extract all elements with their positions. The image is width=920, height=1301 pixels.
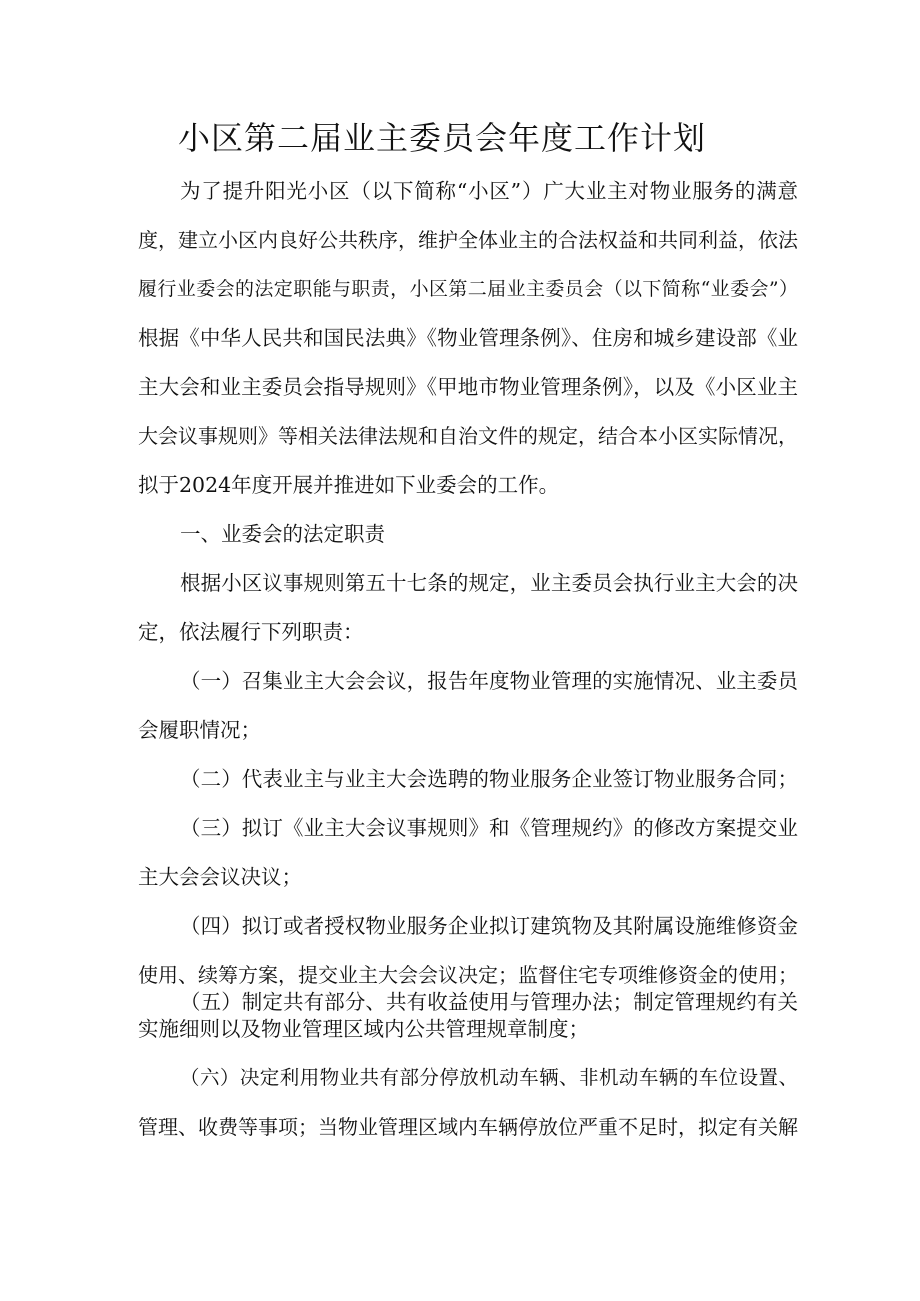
paragraph-line: 履行业委会的法定职能与职责，小区第二届业主委员会（以下简称“业委会”） <box>138 278 798 300</box>
list-item-line: 会履职情况； <box>138 718 261 742</box>
paragraph-line: 根据小区议事规则第五十七条的规定，业主委员会执行业主大会的决 <box>180 571 798 595</box>
list-item-line: 使用、续筹方案，提交业主大会会议决定；监督住宅专项维修资金的使用； <box>138 963 798 987</box>
paragraph-line: 根据《中华人民共和国民法典》《物业管理条例》、住房和城乡建设部《业 <box>138 326 798 350</box>
paragraph-line: 拟于2024年度开展并推进如下业委会的工作。 <box>138 473 560 497</box>
list-item-line: （四）拟订或者授权物业服务企业拟订建筑物及其附属设施维修资金 <box>180 914 798 938</box>
list-item-line: 管理、收费等事项；当物业管理区域内车辆停放位严重不足时，拟定有关解 <box>138 1115 798 1139</box>
list-item-line: 主大会会议决议； <box>138 865 302 889</box>
list-item-line: （一）召集业主大会会议，报告年度物业管理的实施情况、业主委员 <box>180 669 798 693</box>
list-item-line: 实施细则以及物业管理区域内公共管理规章制度； <box>138 1017 589 1041</box>
paragraph-line: 主大会和业主委员会指导规则》《甲地市物业管理条例》，以及《小区业主 <box>138 375 798 399</box>
paragraph-line: 为了提升阳光小区（以下简称“小区”）广大业主对物业服务的满意 <box>180 179 798 203</box>
list-item-line: （五）制定共有部分、共有收益使用与管理办法；制定管理规约有关 <box>180 990 798 1014</box>
list-item-line: （二）代表业主与业主大会选聘的物业服务企业签订物业服务合同； <box>180 767 798 791</box>
list-item-line: （三）拟订《业主大会议事规则》和《管理规约》的修改方案提交业 <box>180 816 798 840</box>
section-heading: 一、业委会的法定职责 <box>180 522 385 546</box>
document-title: 小区第二届业主委员会年度工作计划 <box>178 119 707 157</box>
paragraph-line: 度，建立小区内良好公共秩序，维护全体业主的合法权益和共同利益，依法 <box>138 228 798 252</box>
paragraph-line: 定，依法履行下列职责： <box>138 620 364 644</box>
list-item-line: （六）决定利用物业共有部分停放机动车辆、非机动车辆的车位设置、 <box>180 1066 798 1089</box>
paragraph-line: 大会议事规则》等相关法律法规和自治文件的规定，结合本小区实际情况， <box>138 424 798 448</box>
